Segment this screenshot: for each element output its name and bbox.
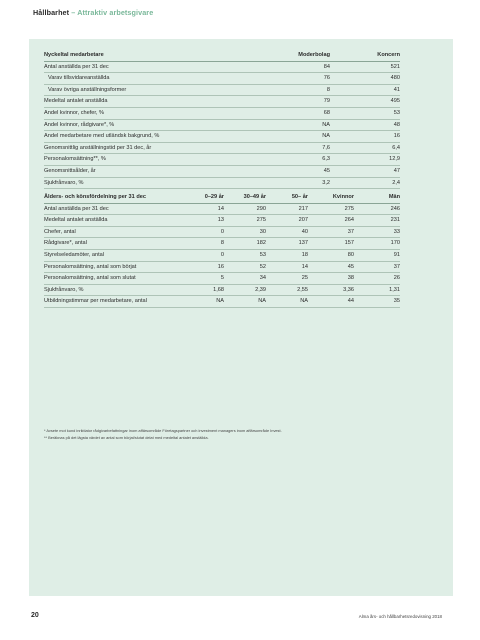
row-value: 76 xyxy=(270,73,330,85)
table-row xyxy=(44,261,400,273)
table-row xyxy=(44,177,400,189)
row-value: 45 xyxy=(308,261,354,273)
row-value: 1,31 xyxy=(354,284,400,296)
table-row xyxy=(44,73,400,85)
row-value: 8 xyxy=(186,238,224,250)
row-value: 40 xyxy=(266,226,308,238)
row-value: 264 xyxy=(308,215,354,227)
row-value: 495 xyxy=(330,96,400,108)
row-value: 2,4 xyxy=(330,177,400,189)
row-value: 231 xyxy=(354,215,400,227)
table-row xyxy=(44,96,400,108)
column-header: 50– år xyxy=(266,192,308,203)
row-value: 2,55 xyxy=(266,284,308,296)
row-value: 34 xyxy=(224,273,266,285)
row-value: 5 xyxy=(186,273,224,285)
row-label: Varav övriga anställningsformer xyxy=(44,84,270,96)
row-value: 79 xyxy=(270,96,330,108)
row-value: NA xyxy=(270,131,330,143)
row-value: 13 xyxy=(186,215,224,227)
row-value: 33 xyxy=(354,226,400,238)
footnote: ** Beräknas på det lägsta värdet av antal som börjat/slutat delat med medeltal antalet anställda. xyxy=(44,435,209,440)
row-value: 18 xyxy=(266,249,308,261)
employee-metrics-table xyxy=(44,50,400,189)
table-row xyxy=(44,203,400,215)
row-value: 47 xyxy=(330,165,400,177)
row-value: 521 xyxy=(330,61,400,73)
row-value: 182 xyxy=(224,238,266,250)
table-row xyxy=(44,249,400,261)
row-label: Personalomsättning**, % xyxy=(44,154,270,166)
column-header: Moderbolag xyxy=(270,50,330,61)
row-value: 45 xyxy=(270,165,330,177)
row-label: Sjukfrånvaro, % xyxy=(44,177,270,189)
table-row xyxy=(44,61,400,73)
column-header: Nyckeltal medarbetare xyxy=(44,50,270,61)
row-value: 275 xyxy=(308,203,354,215)
table-row xyxy=(44,154,400,166)
row-value: 12,9 xyxy=(330,154,400,166)
row-value: 137 xyxy=(266,238,308,250)
row-value: 38 xyxy=(308,273,354,285)
row-label: Andel kvinnor, chefer, % xyxy=(44,107,270,119)
row-value: 290 xyxy=(224,203,266,215)
header-separator: – xyxy=(69,8,78,17)
row-value: NA xyxy=(266,296,308,308)
row-label: Sjukfrånvaro, % xyxy=(44,284,186,296)
row-value: 207 xyxy=(266,215,308,227)
column-header: Män xyxy=(354,192,400,203)
row-value: 0 xyxy=(186,226,224,238)
row-label: Personalomsättning, antal som slutat xyxy=(44,273,186,285)
table-header-row xyxy=(44,192,400,203)
row-value: 68 xyxy=(270,107,330,119)
row-value: 1,68 xyxy=(186,284,224,296)
row-value: 41 xyxy=(330,84,400,96)
table-row xyxy=(44,273,400,285)
row-label: Medeltal antalet anställda xyxy=(44,96,270,108)
row-value: 275 xyxy=(224,215,266,227)
row-value: 16 xyxy=(330,131,400,143)
row-value: 48 xyxy=(330,119,400,131)
column-header: 0–29 år xyxy=(186,192,224,203)
row-value: 53 xyxy=(330,107,400,119)
age-gender-table xyxy=(44,192,400,308)
row-value: 246 xyxy=(354,203,400,215)
column-header: Ålders- och könsfördelning per 31 dec xyxy=(44,192,186,203)
row-value: 8 xyxy=(270,84,330,96)
row-label: Personalomsättning, antal som börjat xyxy=(44,261,186,273)
table-row xyxy=(44,296,400,308)
row-label: Medeltal antalet anställda xyxy=(44,215,186,227)
row-value: NA xyxy=(224,296,266,308)
row-value: 3,2 xyxy=(270,177,330,189)
row-value: 3,36 xyxy=(308,284,354,296)
row-value: NA xyxy=(186,296,224,308)
row-label: Genomsnittsålder, år xyxy=(44,165,270,177)
row-value: 2,39 xyxy=(224,284,266,296)
row-label: Styrelseledamöter, antal xyxy=(44,249,186,261)
row-value: 35 xyxy=(354,296,400,308)
table-row xyxy=(44,131,400,143)
table-row xyxy=(44,226,400,238)
table-row xyxy=(44,107,400,119)
row-value: 7,6 xyxy=(270,142,330,154)
table-row xyxy=(44,215,400,227)
row-value: 480 xyxy=(330,73,400,85)
row-value: 14 xyxy=(266,261,308,273)
footnote: * Avsete mot kund inriktiator rådgivarbefattningar inom affärsområde Företagspartner och investment managers inom affärsområde Invest. xyxy=(44,428,282,433)
row-value: 37 xyxy=(308,226,354,238)
row-value: 14 xyxy=(186,203,224,215)
table-row xyxy=(44,165,400,177)
row-label: Utbildningstimmar per medarbetare, antal xyxy=(44,296,186,308)
row-label: Andel medarbetare med utländsk bakgrund, % xyxy=(44,131,270,143)
row-label: Chefer, antal xyxy=(44,226,186,238)
table-row xyxy=(44,238,400,250)
row-value: 157 xyxy=(308,238,354,250)
row-label: Andel kvinnor, rådgivare*, % xyxy=(44,119,270,131)
row-value: 26 xyxy=(354,273,400,285)
row-value: 25 xyxy=(266,273,308,285)
document-title: Alma års- och hållbarhetsredovisning 2018 xyxy=(358,614,442,619)
row-value: 37 xyxy=(354,261,400,273)
row-label: Antal anställda per 31 dec xyxy=(44,203,186,215)
row-value: 170 xyxy=(354,238,400,250)
row-value: NA xyxy=(270,119,330,131)
row-value: 84 xyxy=(270,61,330,73)
row-value: 6,3 xyxy=(270,154,330,166)
row-value: 52 xyxy=(224,261,266,273)
row-value: 0 xyxy=(186,249,224,261)
table-header-row xyxy=(44,50,400,61)
column-header: Kvinnor xyxy=(308,192,354,203)
table-row xyxy=(44,119,400,131)
row-value: 6,4 xyxy=(330,142,400,154)
row-value: 80 xyxy=(308,249,354,261)
row-label: Varav tillsvidareanställda xyxy=(44,73,270,85)
row-value: 217 xyxy=(266,203,308,215)
row-value: 16 xyxy=(186,261,224,273)
table-row xyxy=(44,84,400,96)
section-title: Hållbarhet xyxy=(33,8,70,17)
row-label: Genomsnittlig anställningstid per 31 dec, år xyxy=(44,142,270,154)
column-header: 30–49 år xyxy=(224,192,266,203)
row-value: 53 xyxy=(224,249,266,261)
row-label: Antal anställda per 31 dec xyxy=(44,61,270,73)
table-row xyxy=(44,142,400,154)
column-header: Koncern xyxy=(330,50,400,61)
table-row xyxy=(44,284,400,296)
subsection-title: Attraktiv arbetsgivare xyxy=(77,8,154,17)
row-value: 30 xyxy=(224,226,266,238)
page-header xyxy=(33,8,153,17)
row-value: 44 xyxy=(308,296,354,308)
row-value: 91 xyxy=(354,249,400,261)
row-label: Rådgivare*, antal xyxy=(44,238,186,250)
footnotes xyxy=(44,427,282,441)
page-number: 20 xyxy=(31,612,39,619)
